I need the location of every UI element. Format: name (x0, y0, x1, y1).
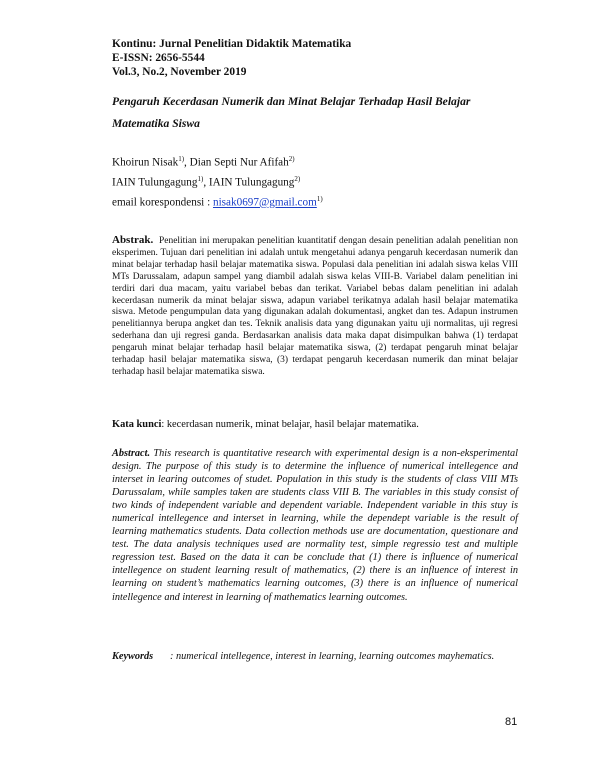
email-sup: 1) (316, 195, 323, 203)
paper-title: Pengaruh Kecerdasan Numerik dan Minat Belajar Terhadap Hasil Belajar Matematika Siswa (112, 95, 471, 130)
author-1-sup: 1) (178, 155, 185, 163)
affiliation-2: IAIN Tulungagung (208, 176, 295, 189)
keywords-id-label: Kata kunci (112, 419, 162, 430)
author-2-sup: 2) (288, 155, 295, 163)
keywords-indonesian (112, 418, 419, 431)
journal-volume: Vol.3, No.2, November 2019 (112, 66, 247, 78)
abstract-en-text: This research is quantitative research with experimental design is a non-eksperimental design. The purpose of this study is to determine the influence of numerical intellegence and interset in learing outcomes of studet. Population in this study is the students of class VIII MTs Darussalam, while samples taken are students class VIII B. The variables in this study consist of two kinds of independent variable and dependent variable. Independent variable in this stuy is numerical intellegence and interset in learning, while the dependept variable is the result of learning mathematics students. Data collection methods use are documentation, questionare and test. The data analysis techniques used are normality test, simple regressio test and multiple regression test. Based on the data it can be conclude that (1) there is influence of numerical intellegence on student learning result of mathematics, (2) there is an influence of interest in learning on student’s mathematics learning outcomes, (3) there is an influence of numerical intellegence and interest in learning of mathematics learning outcomes. (112, 448, 518, 603)
affiliation-1-sup: 1) (197, 175, 204, 183)
keywords-id-text: : kecerdasan numerik, minat belajar, hasil belajar matematika. (161, 419, 419, 430)
affiliation-2-sup: 2) (294, 175, 301, 183)
abstract-en-label: Abstract. (112, 448, 151, 459)
author-line (112, 152, 295, 170)
abstract-id-text: Penelitian ini merupakan penelitian kuantitatif dengan desain penelitian adalah penelitian non eksperimen. Tujuan dari penelitian ini adalah untuk mengetahui adanya pengaruh kecerdasan numerik dan minat belajar terhadap hasil belajar matematika siswa. Populasi dala penelitian ini adalah siswa kelas VIII MTs Darussalam, adapun sampel yang diambil adalah siswa kelas VIII-B. Variabel dalam penelitian ini terdiri dari dua macam, yaitu variabel bebas dan terikat. Variabel bebas dalam penelitian ini adalah kecerdasan numerik da minat belajar siswa, adapun variabel terikatnya adalah hasil belajar matematika siswa. Metode pengumpulan data yang digunakan adalah dokumentasi, angket dan tes. Adapun instrumen penelitiannya berupa angket dan tes. Teknik analisis data yang digunakan yaitu uji normalitas, uji regresi sederhana dan uji regresi ganda. Berdasarkan analisis data maka dapat disimpulkan bahwa (1) terdapat pengaruh minat belajar terhadap hasil belajar matematika siswa, (2) terdapat pengaruh minat belajar terhadap hasil belajar matematika siswa, (3) terdapat pengaruh kecerdasan numerik dan minat belajar terhadap hasil belajar matematika siswa. (112, 236, 518, 377)
affiliation-1: IAIN Tulungagung (112, 176, 198, 189)
page-number: 81 (505, 716, 518, 728)
affiliation-line (112, 172, 300, 190)
journal-issn: E-ISSN: 2656-5544 (112, 52, 205, 64)
email-link[interactable]: nisak0697@gmail.com (212, 196, 317, 209)
keywords-english (112, 650, 518, 663)
author-2: Dian Septi Nur Afifah (189, 156, 289, 169)
abstract-indonesian (112, 235, 518, 379)
abstract-english (112, 447, 518, 604)
keywords-en-label: Keywords (112, 651, 154, 662)
email-label: email korespondensi : (112, 196, 213, 209)
keywords-en-text: : numerical intellegence, interest in learning, learning outcomes mayhematics. (170, 651, 495, 662)
author-separator: , (184, 156, 190, 169)
author-1: Khoirun Nisak (112, 156, 179, 169)
abstract-id-label: Abstrak. (112, 234, 154, 246)
affiliation-separator: , (203, 176, 209, 189)
email-line (112, 192, 323, 210)
journal-name: Kontinu: Jurnal Penelitian Didaktik Matematika (112, 38, 352, 50)
